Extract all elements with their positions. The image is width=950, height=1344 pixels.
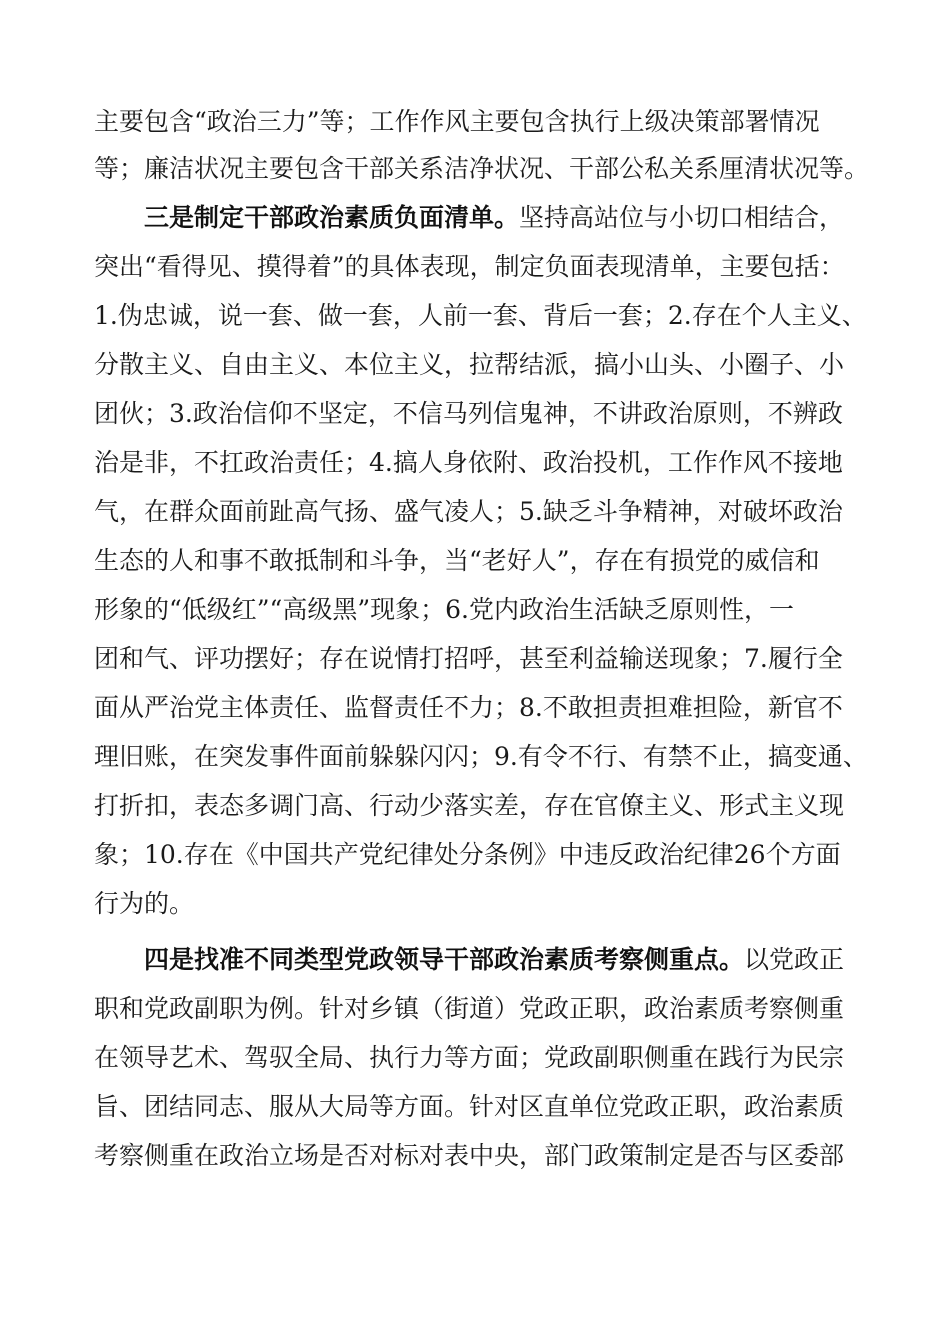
body-line: 行为的。: [94, 889, 195, 918]
body-line: 分散主义、自由主义、本位主义，拉帮结派，搞小山头、小圈子、小: [94, 350, 845, 379]
body-line: 打折扣，表态多调门高、行动少落实差，存在官僚主义、形式主义现: [94, 791, 845, 820]
paragraph-3-heading: 三是制定干部政治素质负面清单。: [144, 203, 520, 232]
body-line: 等；廉洁状况主要包含干部关系洁净状况、干部公私关系厘清状况等。: [94, 154, 870, 183]
body-line: 考察侧重在政治立场是否对标对表中央，部门政策制定是否与区委部: [94, 1141, 845, 1170]
body-line: 生态的人和事不敢抵制和斗争，当“老好人”，存在有损党的威信和: [94, 546, 820, 575]
body-line: 形象的“低级红”“高级黑”现象；6.党内政治生活缺乏原则性，一: [94, 595, 794, 624]
paragraph-3-first-line: [144, 194, 914, 242]
paragraph-4-heading: 四是找准不同类型党政领导干部政治素质考察侧重点。: [144, 945, 745, 974]
body-line: 突出“看得见、摸得着”的具体表现，制定负面表现清单，主要包括：: [94, 252, 845, 281]
body-line: 团和气、评功摆好；存在说情打招呼，甚至利益输送现象；7.履行全: [94, 644, 843, 673]
paragraph-4-first-line: [144, 936, 864, 984]
body-line: 气，在群众面前趾高气扬、盛气凌人；5.缺乏斗争精神，对破坏政治: [94, 497, 843, 526]
body-line: 旨、团结同志、服从大局等方面。针对区直单位党政正职，政治素质: [94, 1092, 845, 1121]
paragraph-3-text: 坚持高站位与小切口相结合，: [519, 203, 845, 232]
body-line: 理旧账，在突发事件面前躲躲闪闪；9.有令不行、有禁不止，搞变通、: [94, 742, 868, 771]
paragraph-4-text: 以党政正: [744, 945, 845, 974]
body-line: 在领导艺术、驾驭全局、执行力等方面；党政副职侧重在践行为民宗: [94, 1043, 845, 1072]
body-line: 象；10.存在《中国共产党纪律处分条例》中违反政治纪律26个方面: [94, 840, 841, 869]
body-line: 团伙；3.政治信仰不坚定，不信马列信鬼神，不讲政治原则，不辨政: [94, 399, 843, 428]
body-line: 主要包含“政治三力”等；工作作风主要包含执行上级决策部署情况: [94, 107, 820, 136]
body-line: 治是非，不扛政治责任；4.搞人身依附、政治投机，工作作风不接地: [94, 448, 843, 477]
body-line: 面从严治党主体责任、监督责任不力；8.不敢担责担难担险，新官不: [94, 693, 843, 722]
body-line: 1.伪忠诚，说一套、做一套，人前一套、背后一套；2.存在个人主义、: [94, 301, 867, 330]
body-line: 职和党政副职为例。针对乡镇（街道）党政正职，政治素质考察侧重: [94, 994, 845, 1023]
